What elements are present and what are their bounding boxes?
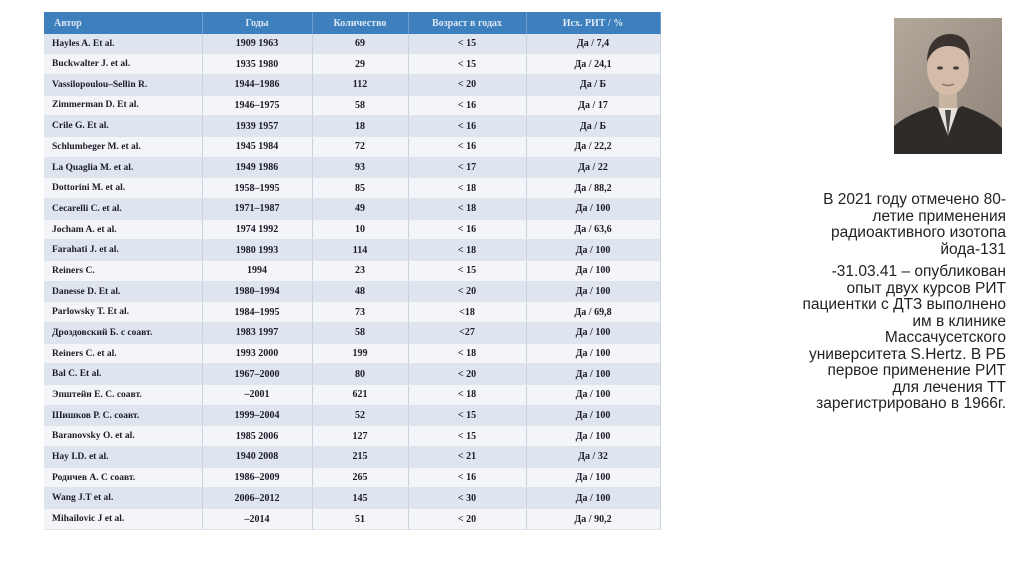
header-count: Количество: [312, 12, 408, 34]
header-result: Исх. РИТ / %: [526, 12, 660, 34]
years-cell: 1974 1992: [202, 219, 312, 240]
result-cell: Да / 100: [526, 199, 660, 220]
count-cell: 18: [312, 116, 408, 137]
author-cell: Farahati J. et al.: [44, 240, 202, 261]
author-cell: Hayles A. Et al.: [44, 34, 202, 54]
table-row: [44, 240, 660, 261]
result-cell: Да / 88,2: [526, 178, 660, 199]
age-cell: < 15: [408, 405, 526, 426]
years-cell: 1980–1994: [202, 281, 312, 302]
result-cell: Да / 100: [526, 488, 660, 509]
count-cell: 199: [312, 343, 408, 364]
author-cell: Bal C. Et al.: [44, 364, 202, 385]
table-row: [44, 426, 660, 447]
author-cell: Mihailovic J et al.: [44, 509, 202, 530]
author-cell: Danesse D. Et al.: [44, 281, 202, 302]
count-cell: 69: [312, 34, 408, 54]
table-row: [44, 116, 660, 137]
author-cell: Reiners C.: [44, 261, 202, 282]
result-cell: Да / 100: [526, 467, 660, 488]
author-cell: Эпштейн Е. С. соавт.: [44, 385, 202, 406]
table-row: [44, 302, 660, 323]
count-cell: 85: [312, 178, 408, 199]
author-cell: Jocham A. et al.: [44, 219, 202, 240]
result-cell: Да / 100: [526, 385, 660, 406]
years-cell: 1994: [202, 261, 312, 282]
table-row: [44, 54, 660, 75]
result-cell: Да / 69,8: [526, 302, 660, 323]
age-cell: < 21: [408, 447, 526, 468]
years-cell: 1945 1984: [202, 137, 312, 158]
years-cell: 1940 2008: [202, 447, 312, 468]
table-row: [44, 323, 660, 344]
table-row: [44, 447, 660, 468]
count-cell: 58: [312, 95, 408, 116]
result-cell: Да / 32: [526, 447, 660, 468]
age-cell: < 18: [408, 385, 526, 406]
age-cell: < 16: [408, 467, 526, 488]
years-cell: –2001: [202, 385, 312, 406]
age-cell: < 30: [408, 488, 526, 509]
table-row: [44, 467, 660, 488]
years-cell: 1971–1987: [202, 199, 312, 220]
portrait-photo: [894, 18, 1002, 154]
author-cell: Wang J.T et al.: [44, 488, 202, 509]
years-cell: 1983 1997: [202, 323, 312, 344]
age-cell: < 18: [408, 343, 526, 364]
table-row: [44, 219, 660, 240]
result-cell: Да / 90,2: [526, 509, 660, 530]
years-cell: –2014: [202, 509, 312, 530]
count-cell: 112: [312, 74, 408, 95]
table-row: [44, 488, 660, 509]
count-cell: 80: [312, 364, 408, 385]
age-cell: < 16: [408, 219, 526, 240]
table-row: [44, 281, 660, 302]
author-cell: Шишков Р. С. соавт.: [44, 405, 202, 426]
years-cell: 1944–1986: [202, 74, 312, 95]
author-cell: Zimmerman D. Et al.: [44, 95, 202, 116]
count-cell: 215: [312, 447, 408, 468]
years-cell: 1939 1957: [202, 116, 312, 137]
author-cell: Родичев А. С соавт.: [44, 467, 202, 488]
header-author: Автор: [44, 12, 202, 34]
result-cell: Да / 100: [526, 405, 660, 426]
table-row: [44, 509, 660, 530]
result-cell: Да / Б: [526, 74, 660, 95]
result-cell: Да / 24,1: [526, 54, 660, 75]
author-cell: Baranovsky O. et al.: [44, 426, 202, 447]
author-cell: Schlumbeger M. et al.: [44, 137, 202, 158]
author-cell: Parlowsky T. Et al.: [44, 302, 202, 323]
table-row: [44, 405, 660, 426]
age-cell: < 20: [408, 509, 526, 530]
years-cell: 2006–2012: [202, 488, 312, 509]
years-cell: 1986–2009: [202, 467, 312, 488]
result-cell: Да / 100: [526, 343, 660, 364]
age-cell: < 20: [408, 281, 526, 302]
age-cell: < 18: [408, 199, 526, 220]
table-row: [44, 178, 660, 199]
result-cell: Да / 100: [526, 281, 660, 302]
author-cell: Дроздовский Б. с соавт.: [44, 323, 202, 344]
years-cell: 1958–1995: [202, 178, 312, 199]
count-cell: 48: [312, 281, 408, 302]
count-cell: 73: [312, 302, 408, 323]
result-cell: Да / Б: [526, 116, 660, 137]
result-cell: Да / 100: [526, 240, 660, 261]
age-cell: < 18: [408, 178, 526, 199]
table-row: [44, 34, 660, 54]
years-cell: 1999–2004: [202, 405, 312, 426]
years-cell: 1949 1986: [202, 157, 312, 178]
age-cell: < 17: [408, 157, 526, 178]
age-cell: < 16: [408, 116, 526, 137]
table-row: [44, 385, 660, 406]
age-cell: < 16: [408, 137, 526, 158]
portrait-image: [894, 18, 1002, 154]
result-cell: Да / 17: [526, 95, 660, 116]
result-cell: Да / 22,2: [526, 137, 660, 158]
count-cell: 29: [312, 54, 408, 75]
result-cell: Да / 100: [526, 323, 660, 344]
count-cell: 72: [312, 137, 408, 158]
result-cell: Да / 63,6: [526, 219, 660, 240]
author-cell: Reiners C. et al.: [44, 343, 202, 364]
table-row: [44, 364, 660, 385]
result-cell: Да / 100: [526, 364, 660, 385]
years-cell: 1985 2006: [202, 426, 312, 447]
count-cell: 58: [312, 323, 408, 344]
author-cell: Hay I.D. et al.: [44, 447, 202, 468]
age-cell: <27: [408, 323, 526, 344]
table-row: [44, 95, 660, 116]
years-cell: 1993 2000: [202, 343, 312, 364]
data-table-container: [44, 12, 660, 530]
table-row: [44, 157, 660, 178]
years-cell: 1946–1975: [202, 95, 312, 116]
count-cell: 265: [312, 467, 408, 488]
caption-history: -31.03.41 – опубликован опыт двух курсов РИТ пациентки с ДТЗ выполнено им в клинике Массачусетского университета S.Hertz. В РБ первое применение РИТ для лечения ТТ зарегистрировано в 1966г.: [802, 263, 1006, 412]
years-cell: 1967–2000: [202, 364, 312, 385]
age-cell: < 16: [408, 95, 526, 116]
count-cell: 114: [312, 240, 408, 261]
table-row: [44, 199, 660, 220]
count-cell: 51: [312, 509, 408, 530]
age-cell: < 15: [408, 426, 526, 447]
years-cell: 1984–1995: [202, 302, 312, 323]
age-cell: < 20: [408, 74, 526, 95]
author-cell: Buckwalter J. et al.: [44, 54, 202, 75]
author-cell: Vassilopoulou–Sellin R.: [44, 74, 202, 95]
years-cell: 1980 1993: [202, 240, 312, 261]
author-cell: Dottorini M. et al.: [44, 178, 202, 199]
caption-anniversary: В 2021 году отмечено 80-летие применения радиоактивного изотопа йода-131: [823, 191, 1006, 258]
table-header-row: [44, 12, 660, 34]
age-cell: < 20: [408, 364, 526, 385]
rit-studies-table: [44, 12, 661, 530]
age-cell: < 15: [408, 34, 526, 54]
age-cell: < 18: [408, 240, 526, 261]
count-cell: 49: [312, 199, 408, 220]
count-cell: 145: [312, 488, 408, 509]
result-cell: Да / 100: [526, 261, 660, 282]
header-years: Годы: [202, 12, 312, 34]
years-cell: 1935 1980: [202, 54, 312, 75]
side-caption: [800, 192, 1006, 419]
result-cell: Да / 22: [526, 157, 660, 178]
table-row: [44, 343, 660, 364]
count-cell: 10: [312, 219, 408, 240]
table-row: [44, 261, 660, 282]
age-cell: < 15: [408, 261, 526, 282]
author-cell: Cecarelli C. et al.: [44, 199, 202, 220]
count-cell: 23: [312, 261, 408, 282]
age-cell: < 15: [408, 54, 526, 75]
years-cell: 1909 1963: [202, 34, 312, 54]
count-cell: 93: [312, 157, 408, 178]
age-cell: <18: [408, 302, 526, 323]
result-cell: Да / 7,4: [526, 34, 660, 54]
result-cell: Да / 100: [526, 426, 660, 447]
count-cell: 621: [312, 385, 408, 406]
table-row: [44, 137, 660, 158]
count-cell: 127: [312, 426, 408, 447]
author-cell: La Quaglia M. et al.: [44, 157, 202, 178]
header-age: Возраст в годах: [408, 12, 526, 34]
count-cell: 52: [312, 405, 408, 426]
author-cell: Crile G. Et al.: [44, 116, 202, 137]
table-row: [44, 74, 660, 95]
